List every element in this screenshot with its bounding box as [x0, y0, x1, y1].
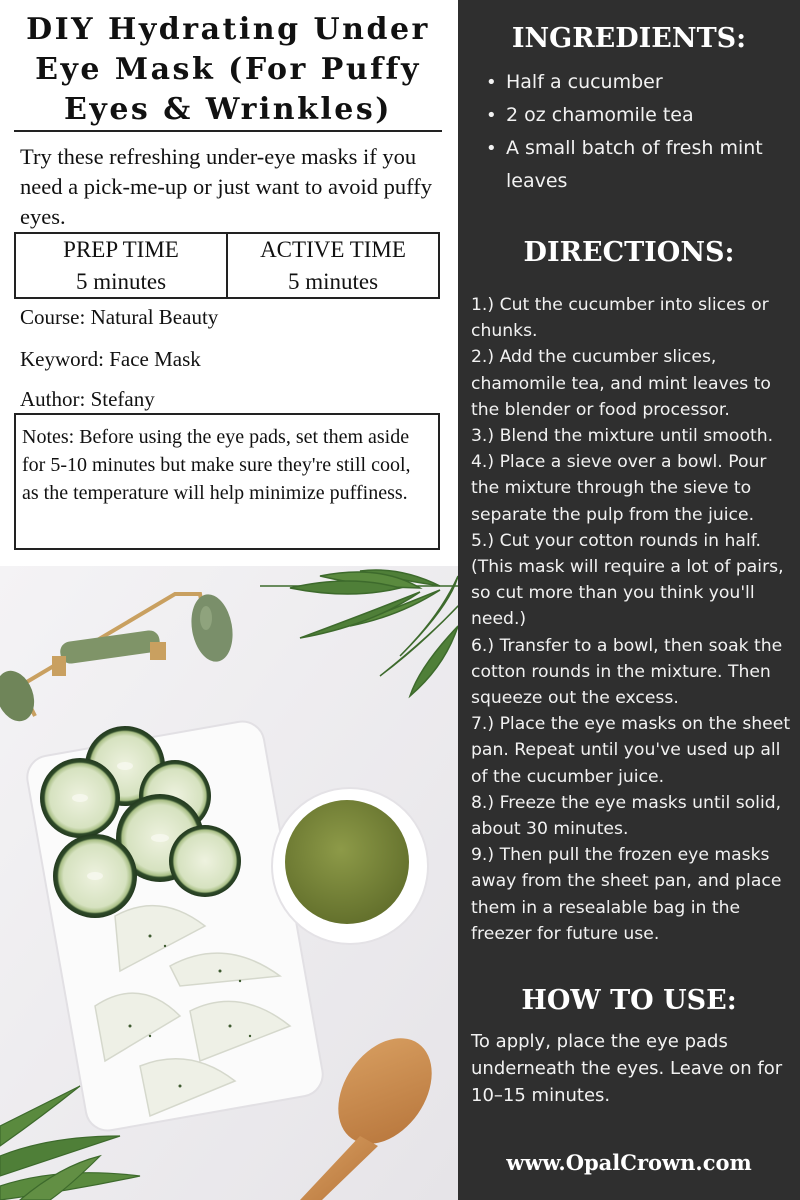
intro-text: Try these refreshing under-eye masks if you need a pick-me-up or just want to avoid puffy eyes.	[20, 144, 432, 229]
direction-step: 6.) Transfer to a bowl, then soak the cotton rounds in the mixture. Then squeeze out the excess.	[471, 635, 783, 709]
directions-heading: DIRECTIONS:	[523, 237, 735, 268]
course-text: Course: Natural Beauty	[20, 305, 219, 329]
title-divider	[14, 130, 442, 132]
direction-step: 1.) Cut the cucumber into slices or chunks.	[471, 295, 769, 342]
tea-bowl	[272, 788, 428, 944]
page-title: DIY Hydrating Under Eye Mask (For Puffy Eyes & Wrinkles)	[26, 12, 430, 127]
time-table	[14, 232, 440, 299]
howto-heading: HOW TO USE:	[521, 985, 737, 1016]
directions-list	[471, 292, 796, 947]
author-text: Author: Stefany	[20, 387, 155, 411]
active-time-value: 5 minutes	[287, 268, 379, 294]
notes-box	[14, 413, 440, 550]
howto-text: To apply, place the eye pads underneath the eyes. Leave on for 10–15 minutes.	[471, 1031, 783, 1106]
direction-step: 5.) Cut your cotton rounds in half. (This mask will require a lot of pairs, so cut more than you think you'll need.)	[471, 530, 784, 630]
notes-text: Notes: Before using the eye pads, set them aside for 5-10 minutes but make sure they're still cool, as the temperature will help minimize puffiness.	[22, 426, 411, 504]
direction-step: 3.) Blend the mixture until smooth.	[471, 426, 774, 447]
direction-step: 8.) Freeze the eye masks until solid, about 30 minutes.	[471, 792, 782, 840]
website-link[interactable]: www.OpalCrown.com	[506, 1150, 752, 1175]
ingredient-item: • A small batch of fresh mint leaves	[486, 132, 786, 198]
active-time-label: ACTIVE TIME	[260, 236, 406, 262]
active-time-cell	[226, 234, 438, 297]
prep-time-cell	[16, 234, 226, 297]
ingredient-item: • Half a cucumber	[486, 66, 786, 99]
direction-step: 7.) Place the eye masks on the sheet pan. Repeat until you've used up all of the cucumber juice.	[471, 714, 791, 787]
keyword-text: Keyword: Face Mask	[20, 347, 201, 371]
ingredient-item: • 2 oz chamomile tea	[486, 99, 786, 132]
prep-time-label: PREP TIME	[63, 236, 179, 262]
ingredients-heading: INGREDIENTS:	[511, 23, 747, 54]
direction-step: 9.) Then pull the frozen eye masks away from the sheet pan, and place them in a resealable bag in the freezer for future use.	[471, 845, 782, 944]
prep-time-value: 5 minutes	[75, 268, 167, 294]
right-panel	[458, 0, 800, 1200]
direction-step: 4.) Place a sieve over a bowl. Pour the mixture through the sieve to separate the pulp from the juice.	[471, 452, 767, 525]
ingredients-list	[486, 66, 786, 198]
direction-step: 2.) Add the cucumber slices, chamomile tea, and mint leaves to the blender or food processor.	[471, 347, 771, 420]
product-photo	[0, 566, 458, 1200]
